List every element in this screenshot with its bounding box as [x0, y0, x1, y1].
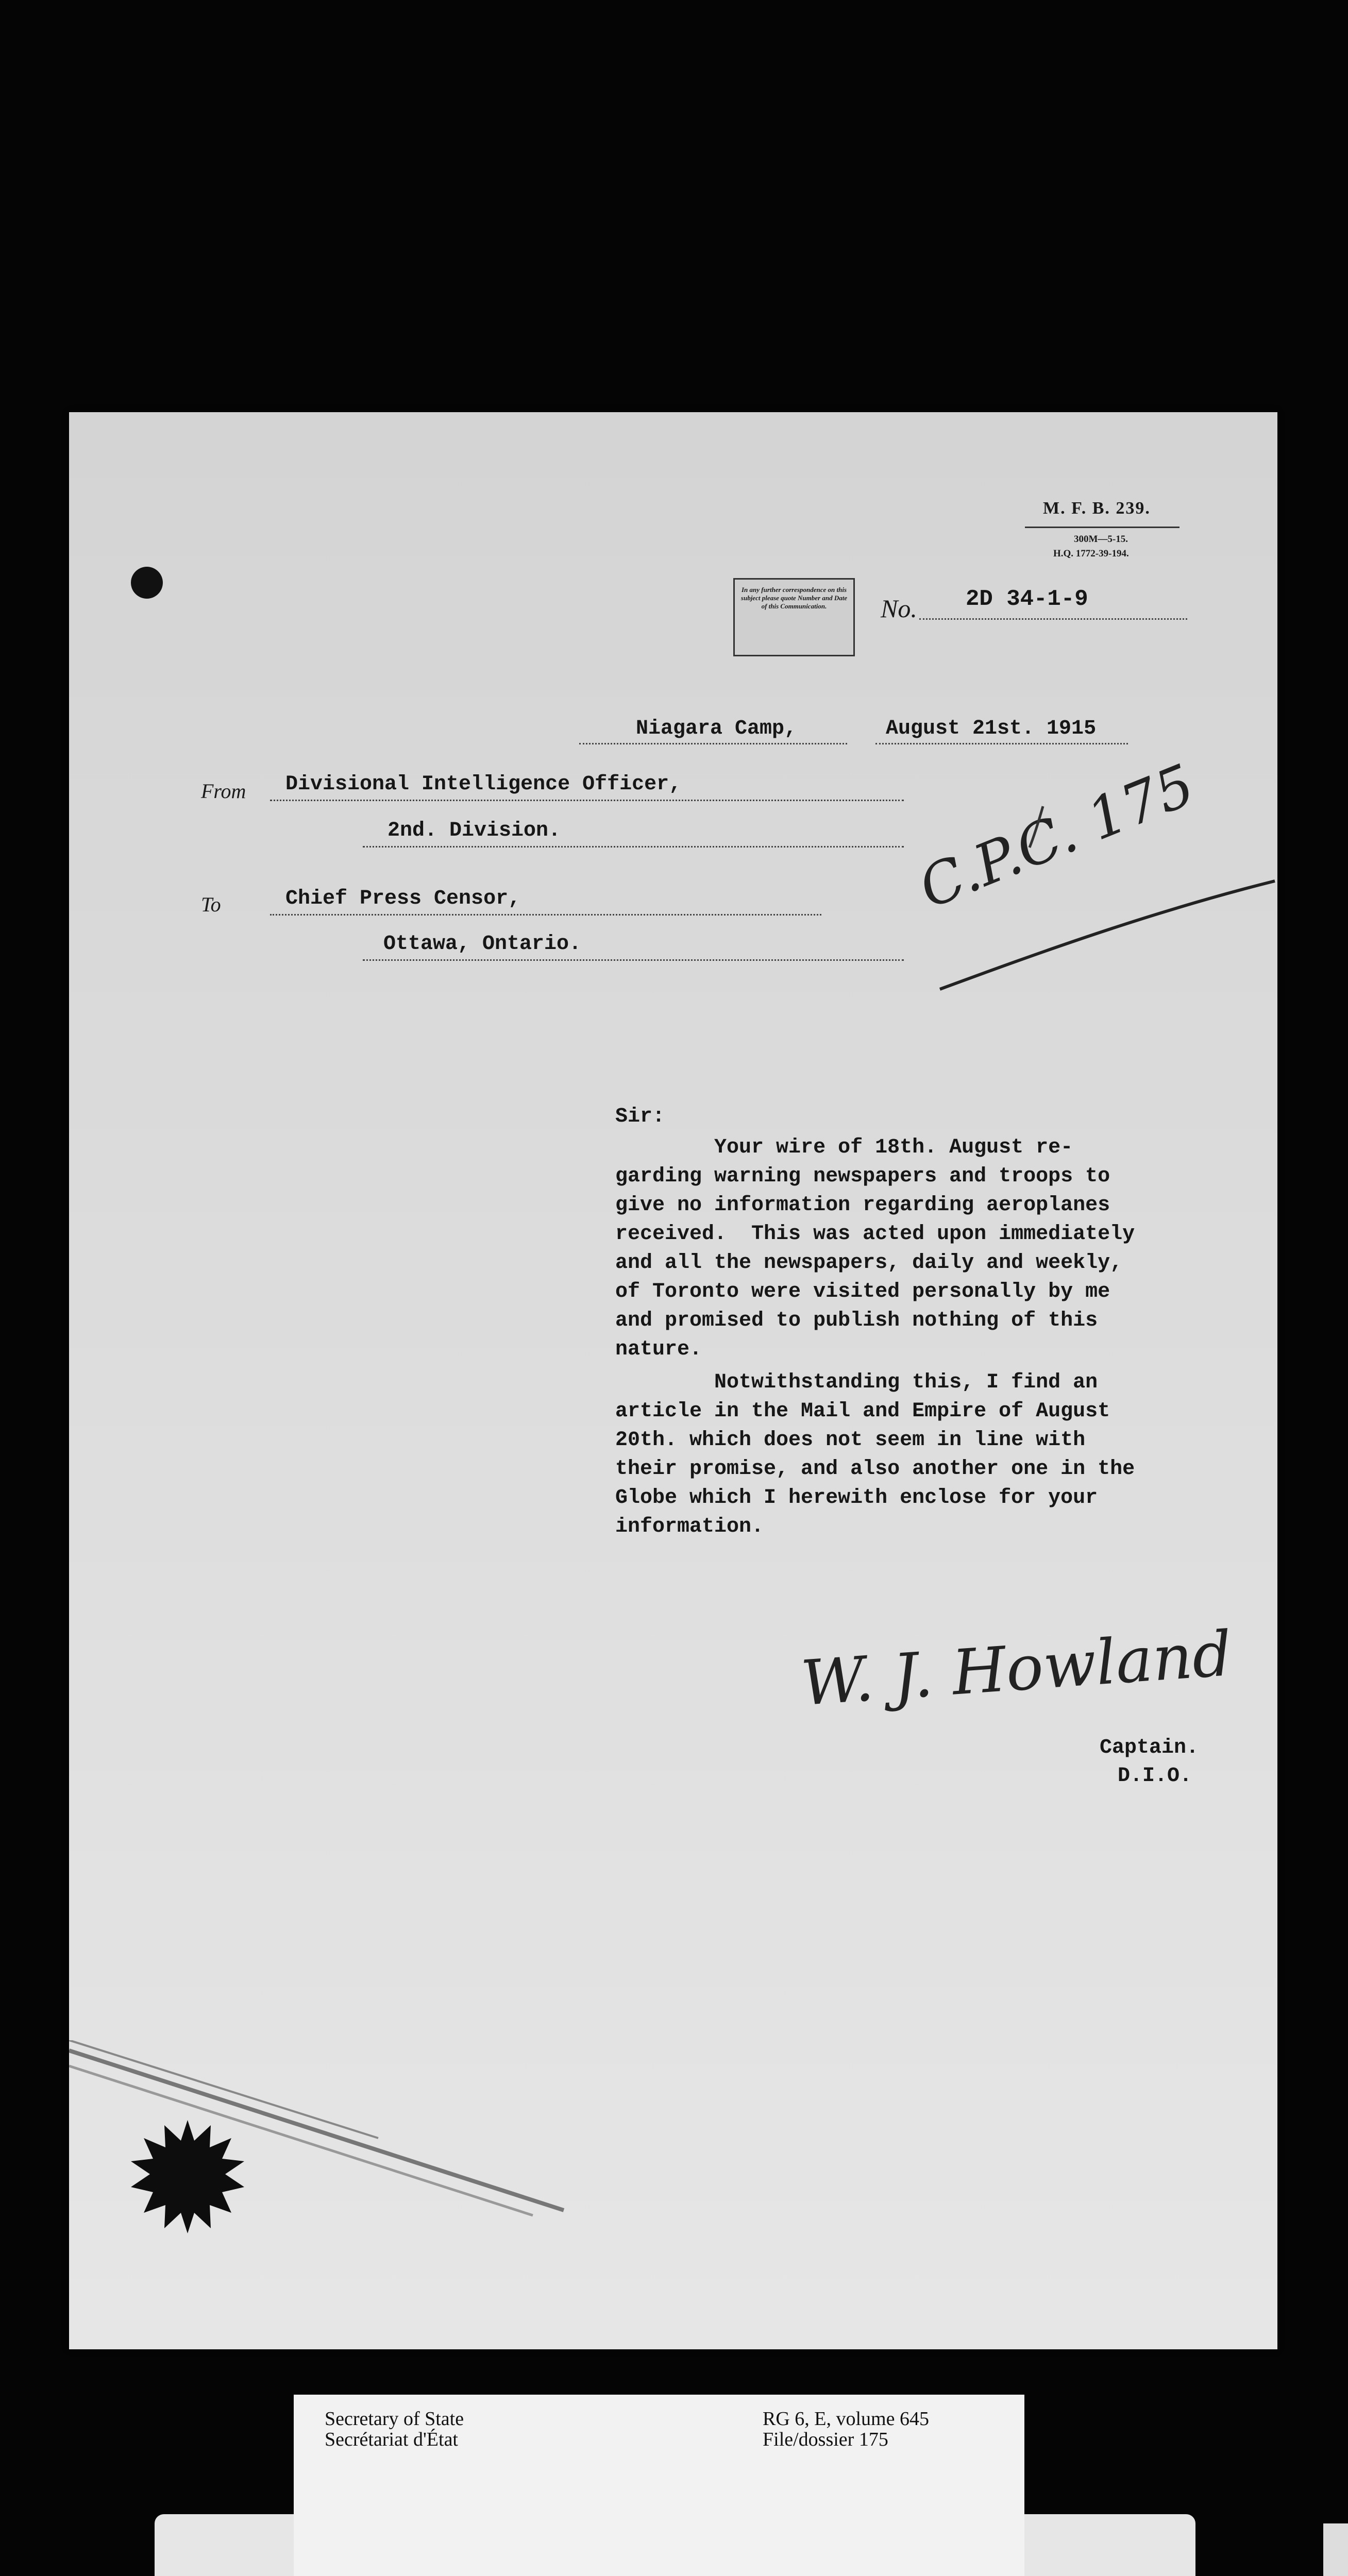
- archive-file: File/dossier 175: [763, 2429, 888, 2450]
- form-code-rule: [1025, 527, 1180, 528]
- handwritten-underline: [935, 876, 1285, 999]
- from-line2-rule: [363, 846, 904, 848]
- handwritten-signature: W. J. Howland: [799, 1618, 1235, 1720]
- to-line2-rule: [363, 959, 904, 961]
- date-line: [875, 743, 1128, 744]
- wax-seal: [128, 2117, 247, 2236]
- department-fr: Secrétariat d'État: [325, 2429, 458, 2450]
- signature-title: Captain.: [1100, 1736, 1199, 1759]
- from-line1: Divisional Intelligence Officer,: [285, 773, 682, 796]
- from-line1-rule: [270, 800, 904, 801]
- side-mark: [1323, 2523, 1348, 2576]
- file-number-line: [919, 618, 1187, 620]
- letter-paragraph-1: Your wire of 18th. August re- garding warning newspapers and troops to give no information regarding aeroplanes received. This was acted upon immediately and all the newspapers, daily and weekly, of Toronto were visited personally by me and promised to publish nothing of this nature.: [615, 1136, 1135, 1361]
- archive-label-card: [294, 2395, 1024, 2576]
- place: Niagara Camp,: [636, 717, 797, 740]
- form-print-line2: H.Q. 1772-39-194.: [1053, 548, 1129, 559]
- to-line1-rule: [270, 914, 821, 916]
- signature-role: D.I.O.: [1118, 1765, 1192, 1788]
- form-print-line1: 300M—5-15.: [1074, 534, 1128, 545]
- punch-hole: [131, 567, 163, 599]
- place-line: [579, 743, 847, 744]
- handwritten-file-number: C.P.C. 175: [910, 751, 1204, 921]
- reference-notice-box: In any further correspondence on this subject please quote Number and Date of this Communication.: [733, 578, 855, 656]
- file-number-value: 2D 34-1-9: [966, 586, 1088, 612]
- handwritten-tick: [1022, 804, 1053, 850]
- department-en: Secretary of State: [325, 2408, 464, 2430]
- letter-paragraph-2: Notwithstanding this, I find an article in the Mail and Empire of August 20th. which does not seem in line with their promise, and also another one in the Globe which I herewith enclose for your information.: [615, 1371, 1135, 1538]
- form-code: M. F. B. 239.: [1043, 499, 1151, 518]
- letter-page: [69, 412, 1277, 2349]
- to-label: To: [201, 893, 221, 916]
- salutation: Sir:: [615, 1105, 665, 1128]
- from-label: From: [201, 779, 246, 803]
- to-line2: Ottawa, Ontario.: [383, 933, 582, 956]
- date: August 21st. 1915: [886, 717, 1097, 740]
- to-line1: Chief Press Censor,: [285, 887, 521, 910]
- file-number-label: No.: [881, 594, 917, 623]
- archive-reference: RG 6, E, volume 645: [763, 2408, 929, 2430]
- from-line2: 2nd. Division.: [387, 819, 561, 842]
